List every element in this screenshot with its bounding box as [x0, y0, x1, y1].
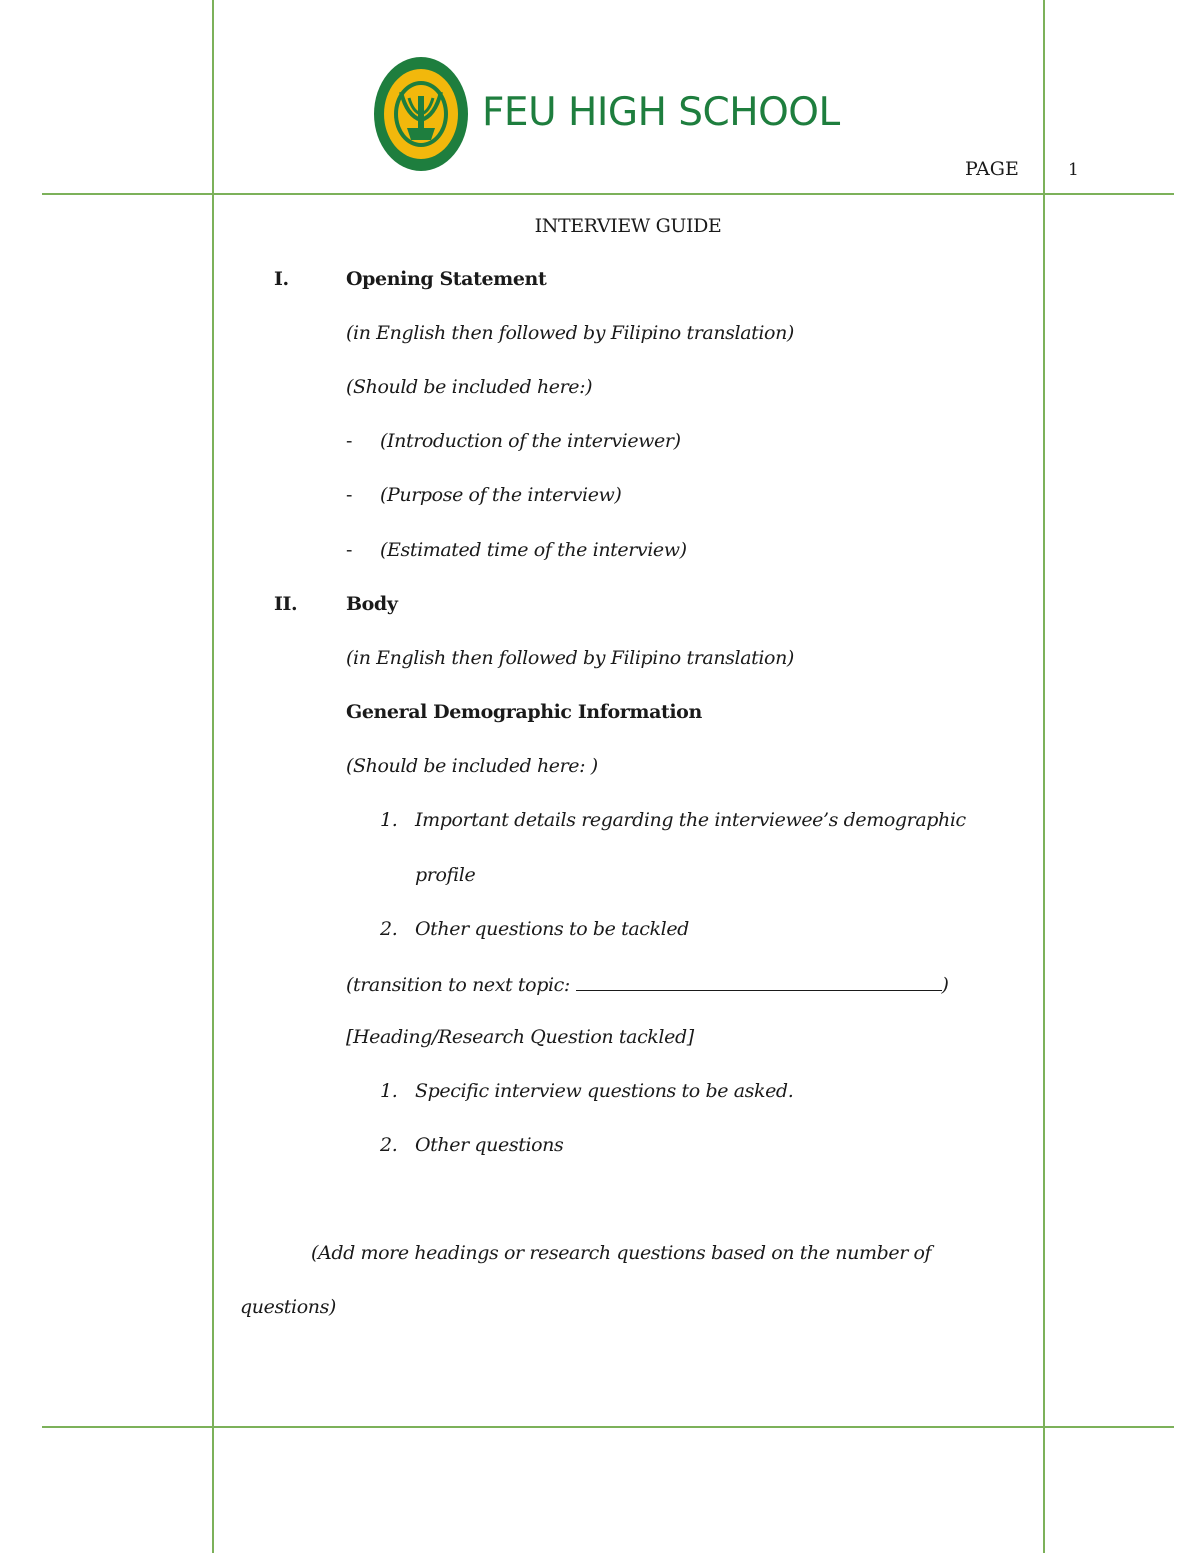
closing-note-line2: questions) [240, 1296, 336, 1318]
page-label: PAGE [965, 158, 1019, 180]
include-note: (Should be included here: ) [346, 755, 598, 777]
footer-rule [42, 1426, 1174, 1428]
list-item: Other questions [415, 1134, 564, 1156]
section-numeral-2: II. [274, 593, 298, 615]
list-item: Specific interview questions to be asked. [415, 1080, 794, 1102]
transition-blank [576, 972, 942, 991]
bullet-dash: - [346, 539, 353, 561]
section-numeral-1: I. [274, 268, 289, 290]
closing-note-line1: (Add more headings or research questions based on the number of [311, 1242, 932, 1264]
bullet-item: (Estimated time of the interview) [380, 539, 687, 561]
subheading-demographic: General Demographic Information [346, 701, 702, 723]
bullet-item: (Introduction of the interviewer) [380, 430, 681, 452]
header-rule [42, 193, 1174, 195]
language-note: (in English then followed by Filipino translation) [346, 647, 794, 669]
transition-suffix: ) [941, 974, 949, 996]
list-item: Other questions to be tackled [415, 918, 689, 940]
list-item: Important details regarding the interviewee’s demographic [415, 809, 966, 831]
page-number: 1 [1068, 160, 1079, 180]
transition-line [346, 972, 949, 996]
section-heading-body: Body [346, 593, 398, 615]
school-name: FEU HIGH SCHOOL [482, 90, 840, 135]
research-heading: [Heading/Research Question tackled] [346, 1026, 694, 1048]
school-seal-logo [373, 56, 469, 172]
list-item-continuation: profile [415, 864, 476, 886]
list-number: 2. [380, 918, 398, 940]
bullet-dash: - [346, 484, 353, 506]
list-number: 1. [380, 1080, 398, 1102]
bullet-dash: - [346, 430, 353, 452]
document-title: INTERVIEW GUIDE [534, 215, 722, 237]
language-note: (in English then followed by Filipino translation) [346, 322, 794, 344]
list-number: 2. [380, 1134, 398, 1156]
include-note: (Should be included here:) [346, 376, 593, 398]
list-number: 1. [380, 809, 398, 831]
transition-prefix: (transition to next topic: [346, 974, 576, 996]
section-heading-opening: Opening Statement [346, 268, 547, 290]
bullet-item: (Purpose of the interview) [380, 484, 622, 506]
